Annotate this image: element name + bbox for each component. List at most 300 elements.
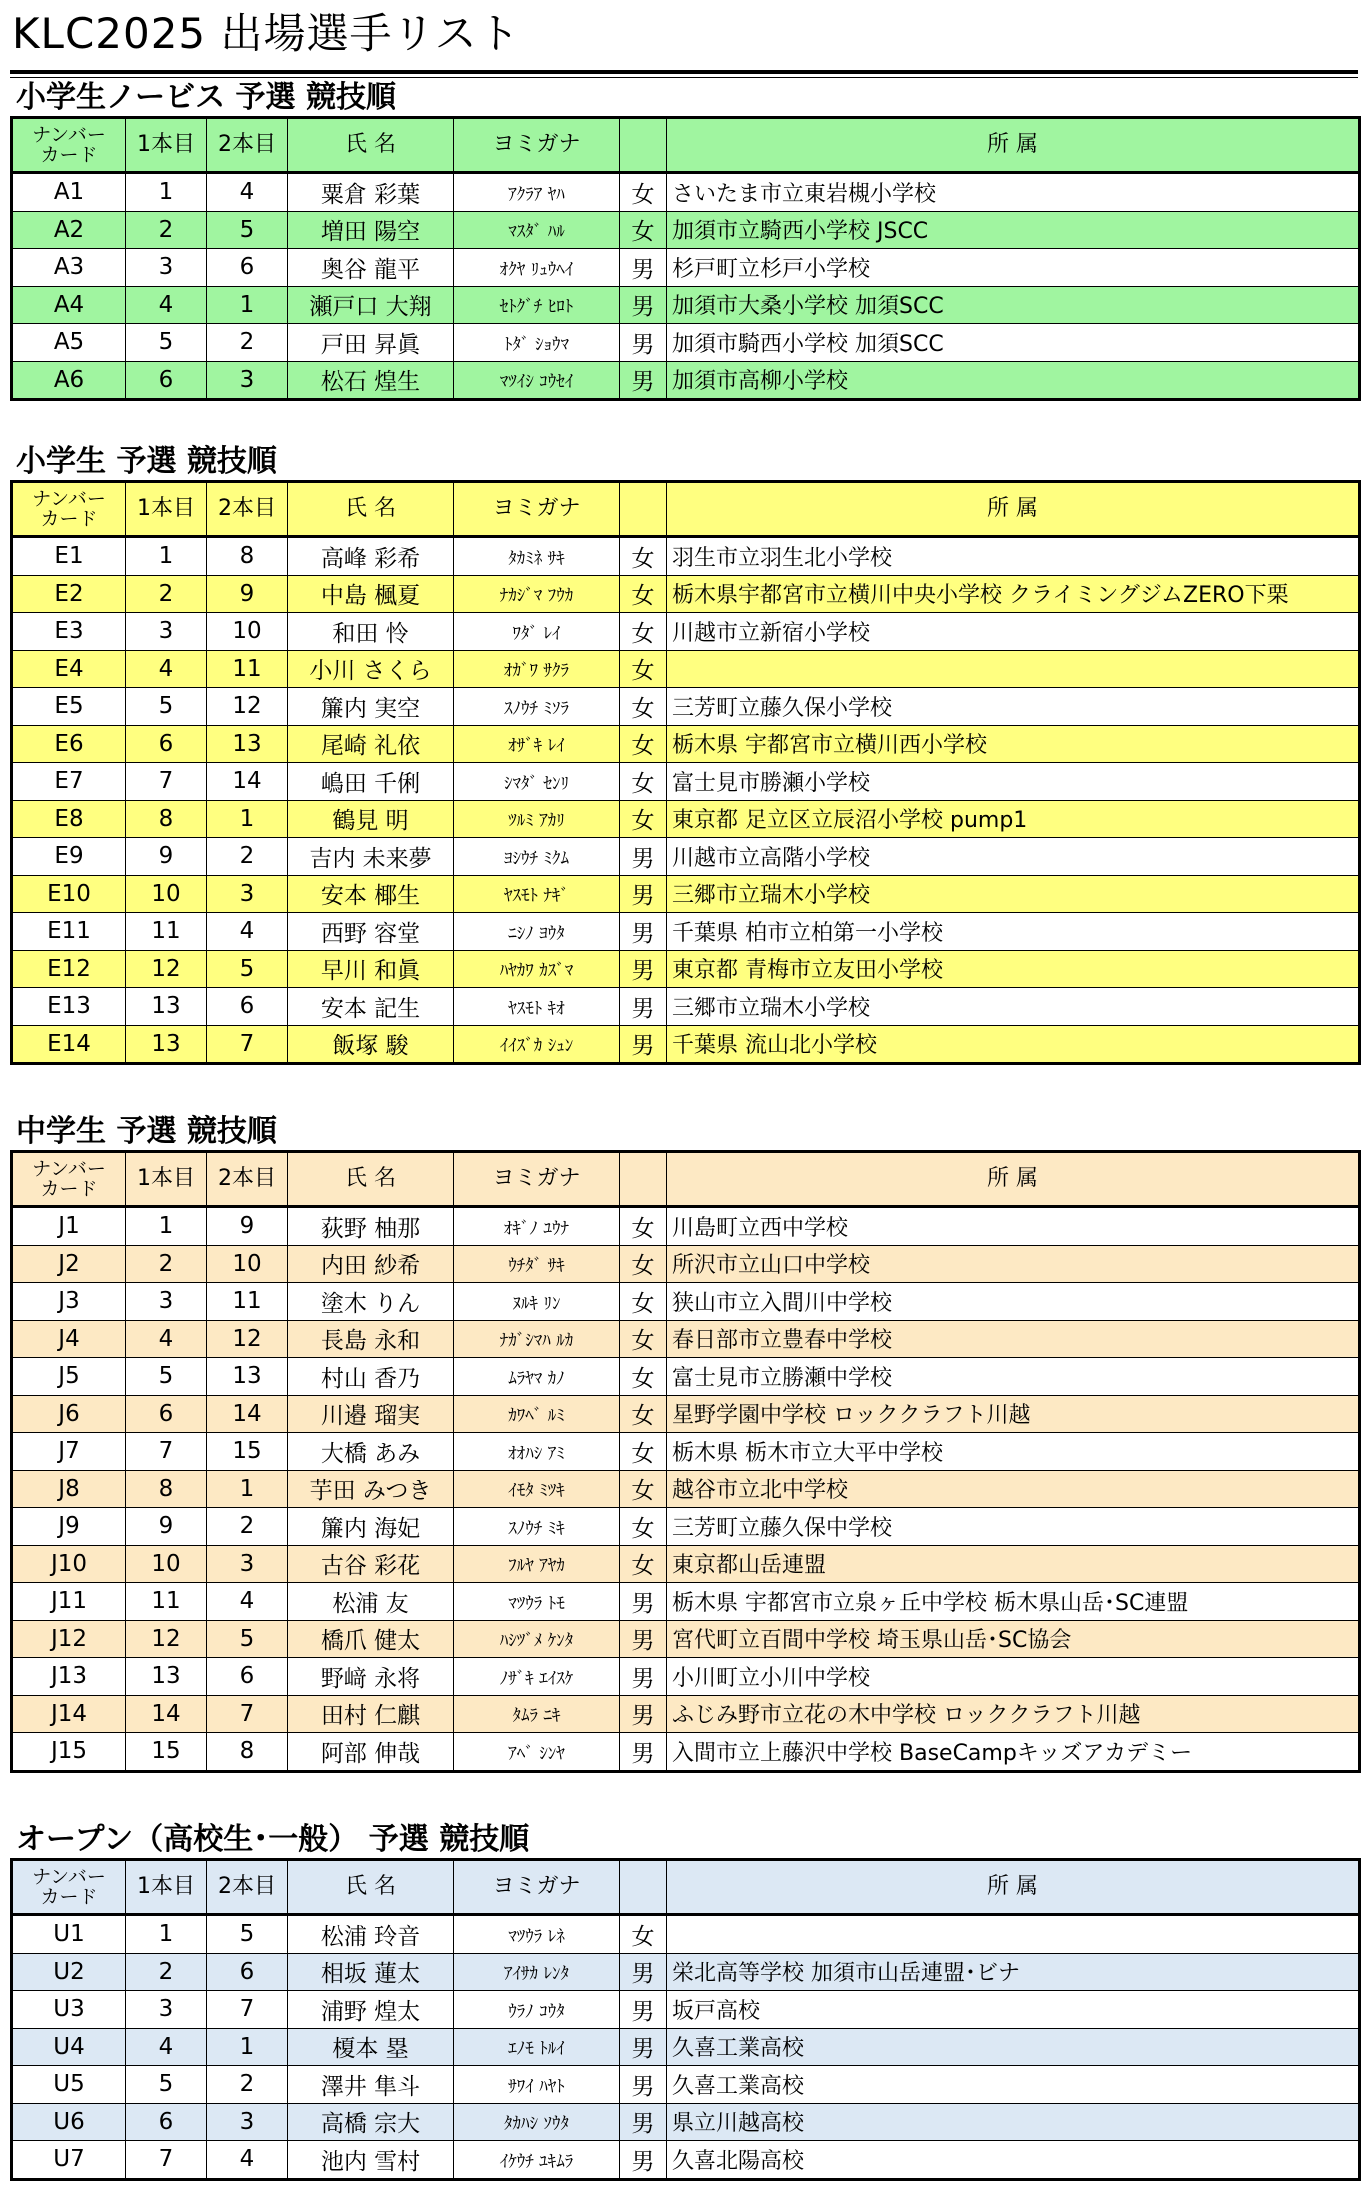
cell-gender: 男 <box>620 875 667 913</box>
header-row <box>12 482 1360 537</box>
cell-second: 9 <box>207 575 288 613</box>
cell-card: E2 <box>12 575 126 613</box>
cell-first: 13 <box>126 1658 207 1696</box>
cell-affiliation: 加須市大桑小学校 加須SCC <box>667 286 1360 324</box>
header-gender <box>620 1860 667 1915</box>
cell-affiliation: 久喜北陽高校 <box>667 2141 1360 2180</box>
cell-name: 松浦 玲音 <box>288 1915 454 1954</box>
header-first: 1本目 <box>126 118 207 173</box>
header-gender <box>620 482 667 537</box>
cell-second: 1 <box>207 1470 288 1508</box>
header-name: 氏 名 <box>288 1152 454 1207</box>
cell-gender: 男 <box>620 2141 667 2180</box>
cell-gender: 女 <box>620 613 667 651</box>
cell-first: 1 <box>126 1207 207 1246</box>
cell-card: E12 <box>12 950 126 988</box>
table-row <box>12 950 1360 988</box>
cell-card: J3 <box>12 1283 126 1321</box>
cell-first: 7 <box>126 763 207 801</box>
cell-first: 9 <box>126 838 207 876</box>
cell-second: 10 <box>207 1245 288 1283</box>
cell-affiliation: 杉戸町立杉戸小学校 <box>667 249 1360 287</box>
cell-first: 1 <box>126 173 207 212</box>
cell-affiliation: 川越市立新宿小学校 <box>667 613 1360 651</box>
cell-card: E3 <box>12 613 126 651</box>
cell-gender: 男 <box>620 1658 667 1696</box>
cell-first: 5 <box>126 324 207 362</box>
cell-affiliation: 羽生市立羽生北小学校 <box>667 537 1360 576</box>
table-row <box>12 1395 1360 1433</box>
table-row <box>12 1991 1360 2029</box>
cell-gender: 男 <box>620 1991 667 2029</box>
cell-gender: 女 <box>620 1470 667 1508</box>
cell-affiliation: 栃木県 宇都宮市立泉ヶ丘中学校 栃木県山岳･SC連盟 <box>667 1583 1360 1621</box>
cell-name: 荻野 柚那 <box>288 1207 454 1246</box>
header-card <box>12 118 126 173</box>
table-row <box>12 2028 1360 2066</box>
cell-first: 9 <box>126 1508 207 1546</box>
cell-card: A3 <box>12 249 126 287</box>
cell-affiliation: 千葉県 柏市立柏第一小学校 <box>667 913 1360 951</box>
cell-card: U7 <box>12 2141 126 2180</box>
cell-card: J5 <box>12 1358 126 1396</box>
cell-gender: 男 <box>620 838 667 876</box>
cell-first: 11 <box>126 913 207 951</box>
cell-card: J8 <box>12 1470 126 1508</box>
cell-name: 簾内 海妃 <box>288 1508 454 1546</box>
table-row <box>12 1545 1360 1583</box>
cell-affiliation <box>667 1915 1360 1954</box>
header-row <box>12 1152 1360 1207</box>
cell-card: E10 <box>12 875 126 913</box>
cell-first: 7 <box>126 1433 207 1471</box>
table-row <box>12 838 1360 876</box>
table-row <box>12 1283 1360 1321</box>
cell-second: 7 <box>207 1991 288 2029</box>
cell-gender: 女 <box>620 725 667 763</box>
cell-affiliation: 小川町立小川中学校 <box>667 1658 1360 1696</box>
table-row <box>12 1433 1360 1471</box>
cell-kana: ｲｲｽﾞｶ ｼｭﾝ <box>454 1025 620 1064</box>
cell-affiliation: 三郷市立瑞木小学校 <box>667 875 1360 913</box>
cell-card: E8 <box>12 800 126 838</box>
cell-first: 14 <box>126 1695 207 1733</box>
cell-second: 12 <box>207 1320 288 1358</box>
cell-gender: 女 <box>620 173 667 212</box>
cell-gender: 女 <box>620 211 667 249</box>
table-row <box>12 2066 1360 2104</box>
cell-gender: 女 <box>620 1207 667 1246</box>
cell-card: E11 <box>12 913 126 951</box>
cell-name: 松石 煌生 <box>288 361 454 400</box>
cell-name: 増田 陽空 <box>288 211 454 249</box>
cell-card: J10 <box>12 1545 126 1583</box>
cell-first: 6 <box>126 361 207 400</box>
header-kana: ヨミガナ <box>454 482 620 537</box>
header-gender <box>620 1152 667 1207</box>
section-title: オープン（高校生･一般） 予選 競技順 <box>16 1822 530 1857</box>
cell-gender: 女 <box>620 763 667 801</box>
header-card-line2: カード <box>40 1886 98 1908</box>
cell-card: E13 <box>12 988 126 1026</box>
cell-name: 嶋田 千俐 <box>288 763 454 801</box>
cell-card: U1 <box>12 1915 126 1954</box>
cell-first: 4 <box>126 286 207 324</box>
cell-first: 2 <box>126 575 207 613</box>
cell-second: 14 <box>207 763 288 801</box>
cell-first: 2 <box>126 211 207 249</box>
cell-kana: ｶﾜﾍﾞ ﾙﾐ <box>454 1395 620 1433</box>
cell-card: E14 <box>12 1025 126 1064</box>
table-row <box>12 575 1360 613</box>
table-row <box>12 173 1360 212</box>
table-row <box>12 1207 1360 1246</box>
cell-affiliation: 栃木県 宇都宮市立横川西小学校 <box>667 725 1360 763</box>
cell-name: 大橋 あみ <box>288 1433 454 1471</box>
cell-affiliation: 富士見市立勝瀬中学校 <box>667 1358 1360 1396</box>
cell-affiliation: 加須市立騎西小学校 JSCC <box>667 211 1360 249</box>
table-row <box>12 763 1360 801</box>
cell-gender: 女 <box>620 800 667 838</box>
table-row <box>12 1320 1360 1358</box>
cell-affiliation: 栃木県宇都宮市立横川中央小学校 クライミングジムZERO下栗 <box>667 575 1360 613</box>
cell-card: E6 <box>12 725 126 763</box>
cell-first: 13 <box>126 1025 207 1064</box>
cell-second: 5 <box>207 1620 288 1658</box>
table-row <box>12 988 1360 1026</box>
cell-name: 飯塚 駿 <box>288 1025 454 1064</box>
table-row <box>12 688 1360 726</box>
cell-gender: 女 <box>620 650 667 688</box>
header-affiliation: 所 属 <box>667 1860 1360 1915</box>
header-card <box>12 482 126 537</box>
cell-affiliation: 川島町立西中学校 <box>667 1207 1360 1246</box>
cell-first: 3 <box>126 613 207 651</box>
cell-card: E5 <box>12 688 126 726</box>
cell-affiliation: 久喜工業高校 <box>667 2066 1360 2104</box>
cell-name: 榎本 塁 <box>288 2028 454 2066</box>
cell-gender: 女 <box>620 1433 667 1471</box>
cell-kana: ｻﾜｲ ﾊﾔﾄ <box>454 2066 620 2104</box>
header-name: 氏 名 <box>288 1860 454 1915</box>
cell-name: 吉内 未来夢 <box>288 838 454 876</box>
cell-card: J14 <box>12 1695 126 1733</box>
cell-second: 12 <box>207 688 288 726</box>
section-title: 小学生 予選 競技順 <box>16 444 277 479</box>
cell-card: A2 <box>12 211 126 249</box>
cell-second: 1 <box>207 2028 288 2066</box>
cell-second: 3 <box>207 875 288 913</box>
cell-kana: ﾏﾂｲｼ ｺｳｾｲ <box>454 361 620 400</box>
cell-name: 和田 怜 <box>288 613 454 651</box>
cell-kana: ﾏﾂｳﾗ ﾚﾈ <box>454 1915 620 1954</box>
cell-kana: ﾌﾙﾔ ｱﾔｶ <box>454 1545 620 1583</box>
header-second: 2本目 <box>207 482 288 537</box>
cell-name: 川邉 瑠実 <box>288 1395 454 1433</box>
header-first: 1本目 <box>126 1152 207 1207</box>
cell-gender: 女 <box>620 1283 667 1321</box>
cell-second: 4 <box>207 1583 288 1621</box>
cell-kana: ﾜﾀﾞ ﾚｲ <box>454 613 620 651</box>
cell-first: 10 <box>126 875 207 913</box>
cell-first: 5 <box>126 688 207 726</box>
cell-card: J11 <box>12 1583 126 1621</box>
cell-kana: ﾄﾀﾞ ｼｮｳﾏ <box>454 324 620 362</box>
cell-affiliation: 県立川越高校 <box>667 2103 1360 2141</box>
cell-gender: 男 <box>620 286 667 324</box>
cell-first: 5 <box>126 2066 207 2104</box>
cell-first: 1 <box>126 537 207 576</box>
cell-gender: 男 <box>620 2103 667 2141</box>
cell-affiliation: 東京都 青梅市立友田小学校 <box>667 950 1360 988</box>
cell-second: 8 <box>207 1733 288 1772</box>
cell-kana: ｽﾉｳﾁ ﾐｿﾗ <box>454 688 620 726</box>
table-row <box>12 800 1360 838</box>
cell-affiliation: 宮代町立百間中学校 埼玉県山岳･SC協会 <box>667 1620 1360 1658</box>
cell-name: 西野 容堂 <box>288 913 454 951</box>
header-second: 2本目 <box>207 1152 288 1207</box>
cell-affiliation: 久喜工業高校 <box>667 2028 1360 2066</box>
cell-second: 7 <box>207 1695 288 1733</box>
cell-gender: 女 <box>620 1245 667 1283</box>
cell-card: A4 <box>12 286 126 324</box>
cell-gender: 女 <box>620 1508 667 1546</box>
cell-kana: ﾖｼｳﾁ ﾐｸﾑ <box>454 838 620 876</box>
cell-gender: 女 <box>620 1320 667 1358</box>
cell-name: 高峰 彩希 <box>288 537 454 576</box>
cell-gender: 男 <box>620 988 667 1026</box>
cell-kana: ﾇﾙｷ ﾘﾝ <box>454 1283 620 1321</box>
table-row <box>12 2103 1360 2141</box>
header-first: 1本目 <box>126 482 207 537</box>
header-second: 2本目 <box>207 1860 288 1915</box>
cell-card: A1 <box>12 173 126 212</box>
cell-card: E7 <box>12 763 126 801</box>
cell-card: J2 <box>12 1245 126 1283</box>
cell-second: 7 <box>207 1025 288 1064</box>
cell-first: 15 <box>126 1733 207 1772</box>
table-row <box>12 1953 1360 1991</box>
header-card-line1: ナンバー <box>32 488 106 510</box>
cell-affiliation: 千葉県 流山北小学校 <box>667 1025 1360 1064</box>
cell-card: U6 <box>12 2103 126 2141</box>
cell-first: 13 <box>126 988 207 1026</box>
cell-second: 2 <box>207 838 288 876</box>
cell-gender: 男 <box>620 1583 667 1621</box>
cell-name: 粟倉 彩葉 <box>288 173 454 212</box>
cell-card: J4 <box>12 1320 126 1358</box>
table-row <box>12 1620 1360 1658</box>
cell-name: 村山 香乃 <box>288 1358 454 1396</box>
header-card-line1: ナンバー <box>32 124 106 146</box>
cell-second: 11 <box>207 1283 288 1321</box>
cell-kana: ｳﾁﾀﾞ ｻｷ <box>454 1245 620 1283</box>
cell-affiliation: 栄北高等学校 加須市山岳連盟･ビナ <box>667 1953 1360 1991</box>
cell-gender: 男 <box>620 1025 667 1064</box>
table-row <box>12 537 1360 576</box>
table-row <box>12 249 1360 287</box>
cell-affiliation: 栃木県 栃木市立大平中学校 <box>667 1433 1360 1471</box>
cell-affiliation: 川越市立高階小学校 <box>667 838 1360 876</box>
cell-gender: 男 <box>620 913 667 951</box>
cell-card: E1 <box>12 537 126 576</box>
cell-gender: 女 <box>620 1915 667 1954</box>
cell-name: 田村 仁麒 <box>288 1695 454 1733</box>
cell-affiliation: ふじみ野市立花の木中学校 ロッククラフト川越 <box>667 1695 1360 1733</box>
title-rule <box>10 70 1358 74</box>
section-open <box>10 1822 1358 2181</box>
table-row <box>12 913 1360 951</box>
cell-first: 12 <box>126 1620 207 1658</box>
cell-second: 5 <box>207 211 288 249</box>
cell-kana: ｾﾄｸﾞﾁ ﾋﾛﾄ <box>454 286 620 324</box>
cell-name: 長島 永和 <box>288 1320 454 1358</box>
header-card-line2: カード <box>40 508 98 530</box>
cell-gender: 女 <box>620 688 667 726</box>
cell-second: 2 <box>207 1508 288 1546</box>
cell-name: 戸田 昇眞 <box>288 324 454 362</box>
cell-kana: ﾔｽﾓﾄ ﾅｷﾞ <box>454 875 620 913</box>
cell-kana: ｴﾉﾓ ﾄﾙｲ <box>454 2028 620 2066</box>
cell-affiliation: 越谷市立北中学校 <box>667 1470 1360 1508</box>
table-row <box>12 1508 1360 1546</box>
header-affiliation: 所 属 <box>667 482 1360 537</box>
header-card-line2: カード <box>40 1178 98 1200</box>
cell-affiliation: 東京都 足立区立辰沼小学校 pump1 <box>667 800 1360 838</box>
cell-first: 4 <box>126 2028 207 2066</box>
cell-first: 11 <box>126 1583 207 1621</box>
cell-second: 3 <box>207 361 288 400</box>
cell-kana: ｵｷﾞﾉ ﾕｳﾅ <box>454 1207 620 1246</box>
cell-first: 6 <box>126 725 207 763</box>
cell-affiliation <box>667 650 1360 688</box>
cell-first: 12 <box>126 950 207 988</box>
cell-gender: 女 <box>620 1545 667 1583</box>
cell-card: U4 <box>12 2028 126 2066</box>
header-first: 1本目 <box>126 1860 207 1915</box>
header-row <box>12 118 1360 173</box>
cell-affiliation: 加須市高柳小学校 <box>667 361 1360 400</box>
cell-second: 13 <box>207 725 288 763</box>
cell-first: 3 <box>126 1283 207 1321</box>
cell-card: J12 <box>12 1620 126 1658</box>
cell-kana: ﾉｻﾞｷ ｴｲｽｹ <box>454 1658 620 1696</box>
cell-gender: 男 <box>620 361 667 400</box>
cell-kana: ｵｸﾔ ﾘｭｳﾍｲ <box>454 249 620 287</box>
cell-gender: 男 <box>620 249 667 287</box>
cell-kana: ｱｸﾗｱ ﾔﾊ <box>454 173 620 212</box>
cell-gender: 男 <box>620 1733 667 1772</box>
cell-kana: ｼﾏﾀﾞ ｾﾝﾘ <box>454 763 620 801</box>
cell-name: 阿部 伸哉 <box>288 1733 454 1772</box>
cell-name: 奥谷 龍平 <box>288 249 454 287</box>
header-card-line2: カード <box>40 144 98 166</box>
cell-second: 6 <box>207 988 288 1026</box>
cell-second: 13 <box>207 1358 288 1396</box>
cell-affiliation: 東京都山岳連盟 <box>667 1545 1360 1583</box>
cell-first: 2 <box>126 1953 207 1991</box>
cell-card: J6 <box>12 1395 126 1433</box>
cell-name: 中島 楓夏 <box>288 575 454 613</box>
cell-second: 8 <box>207 537 288 576</box>
cell-card: U2 <box>12 1953 126 1991</box>
cell-card: J15 <box>12 1733 126 1772</box>
cell-card: J13 <box>12 1658 126 1696</box>
cell-second: 5 <box>207 950 288 988</box>
entry-table <box>10 1150 1361 1773</box>
cell-second: 3 <box>207 2103 288 2141</box>
cell-gender: 女 <box>620 1358 667 1396</box>
cell-gender: 男 <box>620 324 667 362</box>
cell-affiliation: 星野学園中学校 ロッククラフト川越 <box>667 1395 1360 1433</box>
cell-second: 6 <box>207 1953 288 1991</box>
cell-first: 3 <box>126 1991 207 2029</box>
cell-second: 4 <box>207 913 288 951</box>
cell-second: 6 <box>207 249 288 287</box>
header-card <box>12 1860 126 1915</box>
header-card <box>12 1152 126 1207</box>
cell-second: 4 <box>207 2141 288 2180</box>
cell-card: J1 <box>12 1207 126 1246</box>
cell-second: 10 <box>207 613 288 651</box>
section-junior-high <box>10 1114 1358 1773</box>
table-row <box>12 211 1360 249</box>
table-row <box>12 1695 1360 1733</box>
cell-affiliation: 春日部市立豊春中学校 <box>667 1320 1360 1358</box>
cell-kana: ｵｵﾊｼ ｱﾐ <box>454 1433 620 1471</box>
table-row <box>12 286 1360 324</box>
header-kana: ヨミガナ <box>454 1860 620 1915</box>
cell-name: 早川 和眞 <box>288 950 454 988</box>
cell-gender: 男 <box>620 950 667 988</box>
cell-kana: ﾀﾑﾗ ﾆｷ <box>454 1695 620 1733</box>
header-affiliation: 所 属 <box>667 1152 1360 1207</box>
cell-second: 2 <box>207 2066 288 2104</box>
cell-kana: ﾏｽﾀﾞ ﾊﾙ <box>454 211 620 249</box>
cell-first: 5 <box>126 1358 207 1396</box>
cell-gender: 男 <box>620 1620 667 1658</box>
cell-kana: ﾔｽﾓﾄ ｷｵ <box>454 988 620 1026</box>
section-elementary <box>10 444 1358 1065</box>
table-row <box>12 650 1360 688</box>
cell-gender: 女 <box>620 1395 667 1433</box>
cell-first: 3 <box>126 249 207 287</box>
cell-card: J9 <box>12 1508 126 1546</box>
table-row <box>12 1915 1360 1954</box>
cell-second: 4 <box>207 173 288 212</box>
table-row <box>12 324 1360 362</box>
cell-name: 簾内 実空 <box>288 688 454 726</box>
cell-name: 古谷 彩花 <box>288 1545 454 1583</box>
cell-first: 8 <box>126 800 207 838</box>
cell-gender: 男 <box>620 1953 667 1991</box>
cell-affiliation: 三芳町立藤久保中学校 <box>667 1508 1360 1546</box>
cell-second: 2 <box>207 324 288 362</box>
cell-card: U3 <box>12 1991 126 2029</box>
cell-kana: ﾊﾔｶﾜ ｶｽﾞﾏ <box>454 950 620 988</box>
cell-name: 小川 さくら <box>288 650 454 688</box>
cell-name: 内田 紗希 <box>288 1245 454 1283</box>
cell-first: 4 <box>126 1320 207 1358</box>
title-rule-thin <box>10 77 1358 78</box>
cell-card: J7 <box>12 1433 126 1471</box>
cell-name: 澤井 隼斗 <box>288 2066 454 2104</box>
header-name: 氏 名 <box>288 118 454 173</box>
cell-name: 尾崎 礼依 <box>288 725 454 763</box>
cell-card: U5 <box>12 2066 126 2104</box>
cell-card: A6 <box>12 361 126 400</box>
cell-kana: ｲﾓﾀ ﾐﾂｷ <box>454 1470 620 1508</box>
